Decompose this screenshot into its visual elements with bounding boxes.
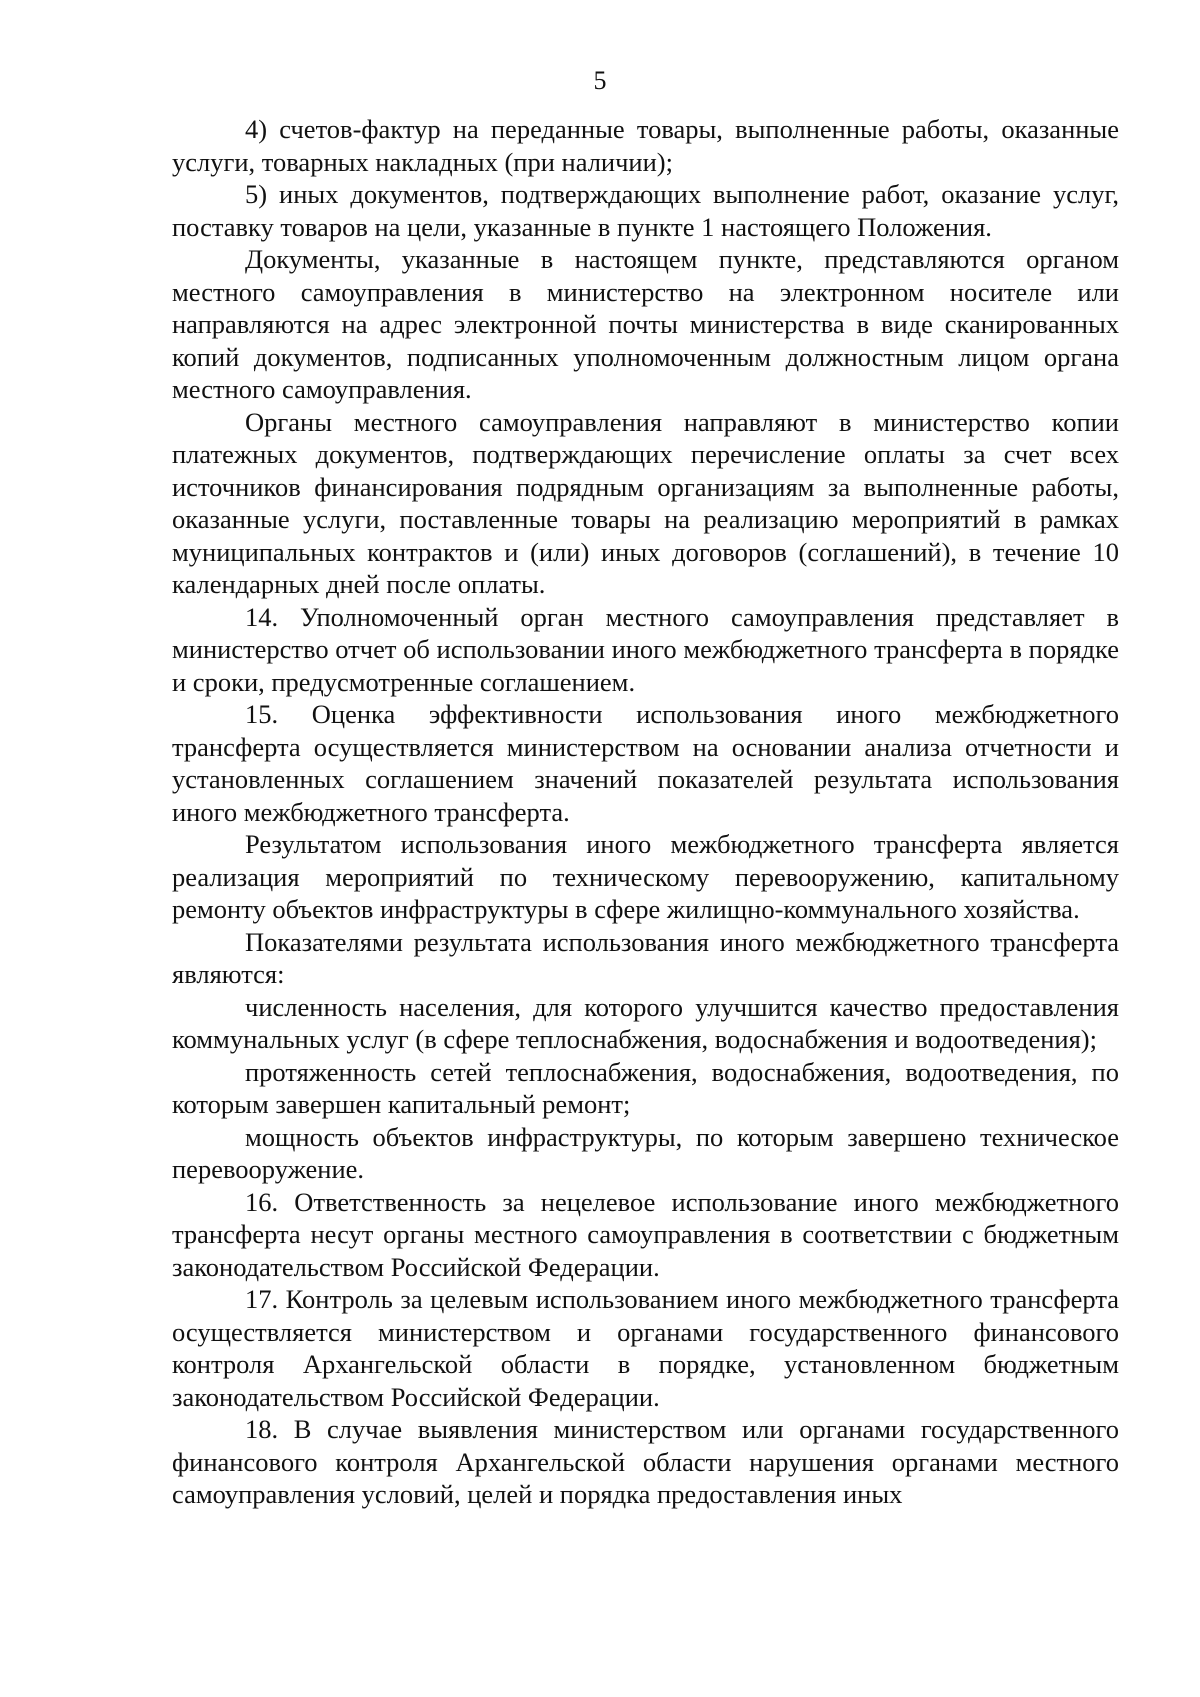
paragraph-documents-submission: Документы, указанные в настоящем пункте, представляются органом местного самоуправления в министерство на электронном носителе или направляются на адрес электронной почты министерства в виде сканированных копий документов, подписанных уполномоченным должностным лицом органа местного самоуправления. bbox=[172, 244, 1119, 404]
paragraph-clause-14: 14. Уполномоченный орган местного самоуправления представляет в министерство отчет об использовании иного межбюджетного трансферта в порядке и сроки, предусмотренные соглашением. bbox=[172, 601, 1119, 697]
paragraph-clause-17: 17. Контроль за целевым использованием иного межбюджетного трансферта осуществляется министерством и органами государственного финансового контроля Архангельской области в порядке, установленном бюджетным законодательством Российской Федерации. bbox=[172, 1284, 1119, 1412]
paragraph-indicator-population: численность населения, для которого улучшится качество предоставления коммунальных услуг (в сфере теплоснабжения, водоснабжения и водоотведения); bbox=[172, 991, 1119, 1054]
paragraph-result: Результатом использования иного межбюджетного трансферта является реализация мероприятий по техническому перевооружению, капитальному ремонту объектов инфраструктуры в сфере жилищно-коммунального хозяйства. bbox=[172, 829, 1119, 924]
paragraph-item-5: 5) иных документов, подтверждающих выполнение работ, оказание услуг, поставку товаров на цели, указанные в пункте 1 настоящего Положения. bbox=[172, 179, 1119, 242]
paragraph-clause-16: 16. Ответственность за нецелевое использование иного межбюджетного трансферта несут органы местного самоуправления в соответствии с бюджетным законодательством Российской Федерации. bbox=[172, 1186, 1119, 1282]
paragraph-indicator-capacity: мощность объектов инфраструктуры, по которым завершено техническое перевооружение. bbox=[172, 1121, 1119, 1184]
paragraph-clause-15: 15. Оценка эффективности использования иного межбюджетного трансферта осуществляется министерством на основании анализа отчетности и установленных соглашением значений показателей результата использования иного межбюджетного трансферта. bbox=[172, 699, 1119, 827]
paragraph-clause-18: 18. В случае выявления министерством или органами государственного финансового контроля Архангельской области нарушения органами местного самоуправления условий, целей и порядка предоставления иных bbox=[172, 1414, 1119, 1509]
paragraph-indicator-networks: протяженность сетей теплоснабжения, водоснабжения, водоотведения, по которым завершен капитальный ремонт; bbox=[172, 1056, 1119, 1119]
paragraph-payment-copies: Органы местного самоуправления направляют в министерство копии платежных документов, подтверждающих перечисление оплаты за счет всех источников финансирования подрядным организациям за выполненные работы, оказанные услуги, поставленные товары на реализацию мероприятий в рамках муниципальных контрактов и (или) иных договоров (соглашений), в течение 10 календарных дней после оплаты. bbox=[172, 406, 1119, 599]
document-body bbox=[172, 113, 1119, 1511]
paragraph-item-4: 4) счетов-фактур на переданные товары, выполненные работы, оказанные услуги, товарных накладных (при наличии); bbox=[172, 114, 1119, 177]
paragraph-indicators-intro: Показателями результата использования иного межбюджетного трансферта являются: bbox=[172, 926, 1119, 989]
page-number: 5 bbox=[593, 66, 607, 95]
